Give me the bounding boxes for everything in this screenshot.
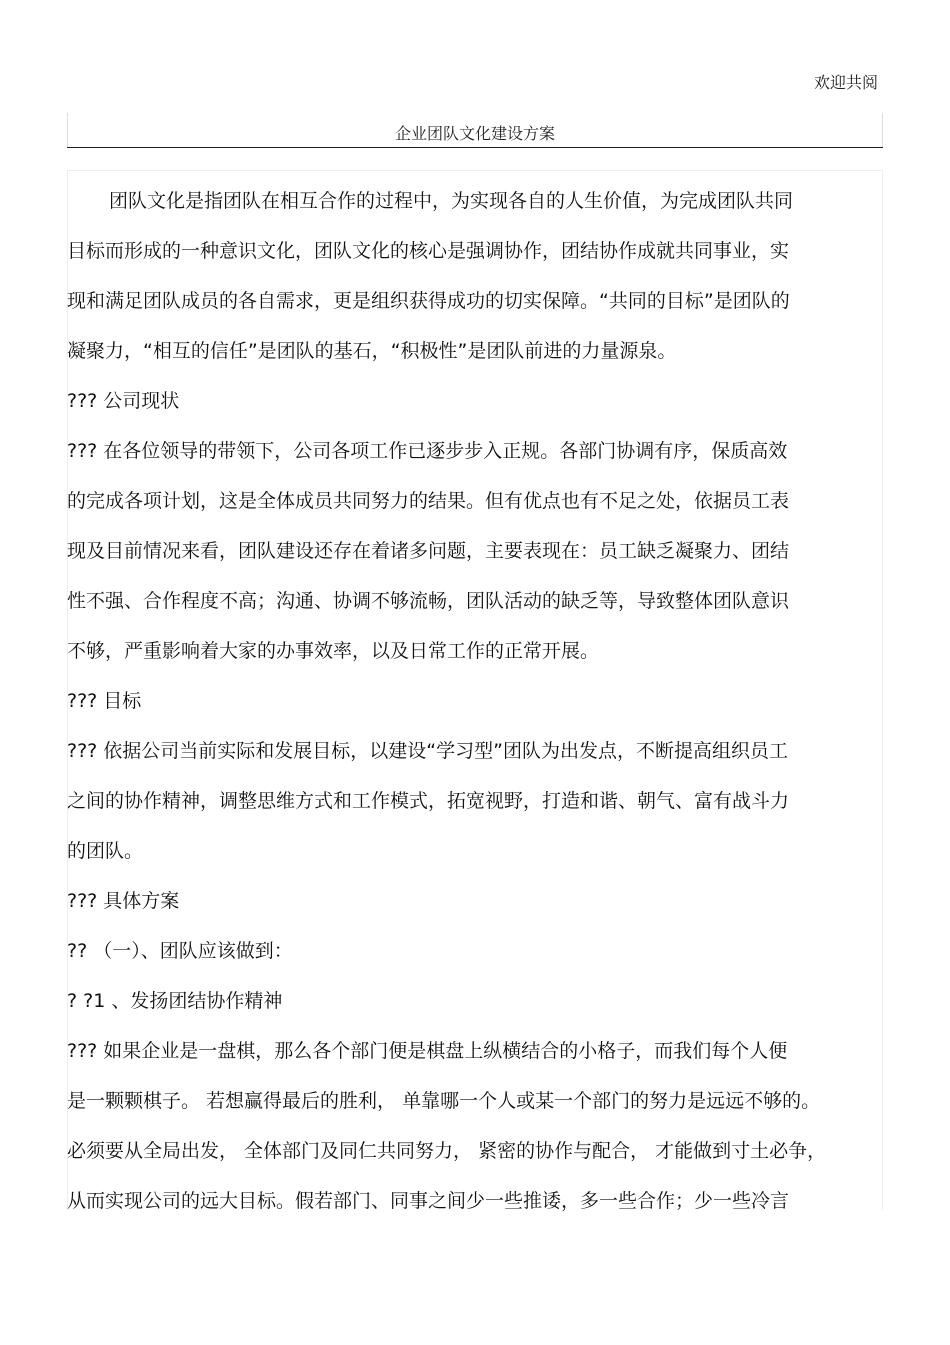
paragraph-line: ??? 依据公司当前实际和发展目标，以建设“学习型”团队为出发点，不断提高组织员工	[67, 740, 788, 762]
paragraph-line: 必须要从全局出发， 全体部门及同仁共同努力， 紧密的协作与配合， 才能做到寸土必争，	[67, 1140, 827, 1162]
subsection-heading: ? ?1 、发扬团结协作精神	[67, 990, 283, 1012]
paragraph-line: 凝聚力，“相互的信任”是团队的基石，“积极性”是团队前进的力量源泉。	[67, 340, 677, 362]
paragraph-line: 之间的协作精神，调整思维方式和工作模式，拓宽视野，打造和谐、朝气、富有战斗力	[67, 790, 790, 812]
paragraph-line: 的团队。	[67, 840, 144, 862]
paragraph-line: 现及目前情况来看，团队建设还存在着诸多问题，主要表现在：员工缺乏凝聚力、团结	[67, 540, 790, 562]
document-body	[67, 176, 867, 1226]
paragraph-line: 现和满足团队成员的各自需求，更是组织获得成功的切实保障。“共同的目标”是团队的	[67, 290, 790, 312]
paragraph-line: ??? 如果企业是一盘棋，那么各个部门便是棋盘上纵横结合的小格子，而我们每个人便	[67, 1040, 788, 1062]
document-title: 企业团队文化建设方案	[394, 124, 555, 143]
paragraph-line: 不够，严重影响着大家的办事效率，以及日常工作的正常开展。	[67, 640, 600, 662]
subsection-heading: ?? （一）、团队应该做到：	[67, 940, 293, 962]
section-heading: ??? 具体方案	[67, 890, 180, 912]
paragraph-line: ??? 在各位领导的带领下，公司各项工作已逐步步入正规。各部门协调有序，保质高效	[67, 440, 788, 462]
section-heading: ??? 目标	[67, 690, 142, 712]
paragraph-line: 团队文化是指团队在相互合作的过程中，为实现各自的人生价值，为完成团队共同	[109, 190, 794, 212]
paragraph-line: 是一颗颗棋子。 若想赢得最后的胜利， 单靠哪一个人或某一个部门的努力是远远不够的。	[67, 1090, 821, 1112]
title-divider	[67, 147, 883, 148]
paragraph-line: 从而实现公司的远大目标。假若部门、同事之间少一些推诿，多一些合作；少一些冷言	[67, 1190, 790, 1212]
paragraph-line: 的完成各项计划，这是全体成员共同努力的结果。但有优点也有不足之处，依据员工表	[67, 490, 790, 512]
watermark-text: 欢迎共阅	[813, 73, 878, 92]
paragraph-line: 目标而形成的一种意识文化，团队文化的核心是强调协作，团结协作成就共同事业，实	[67, 240, 790, 262]
section-heading: ??? 公司现状	[67, 390, 180, 412]
paragraph-line: 性不强、合作程度不高；沟通、协调不够流畅，团队活动的缺乏等，导致整体团队意识	[67, 590, 790, 612]
